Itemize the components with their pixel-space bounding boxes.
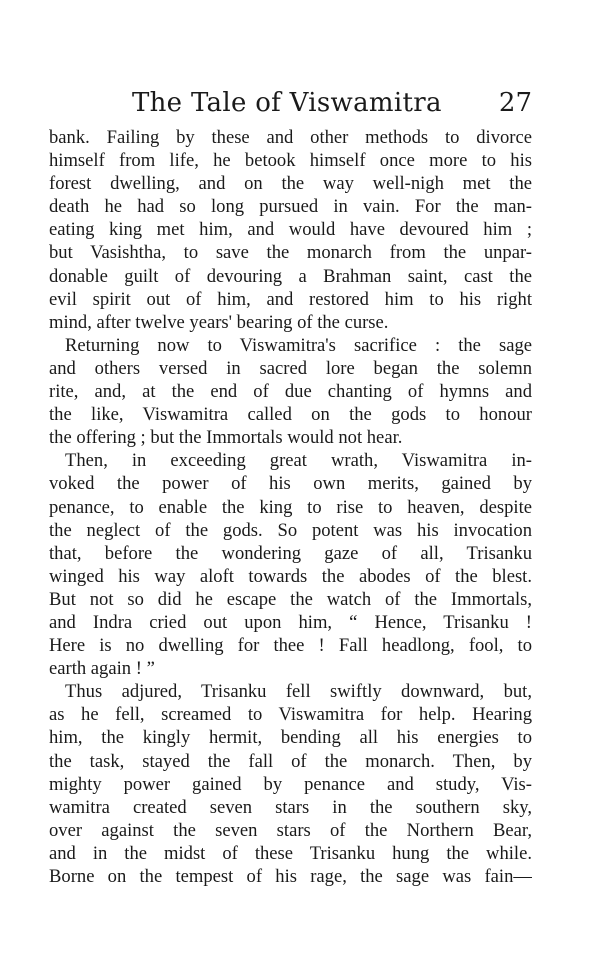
text-line: evil spirit out of him, and restored him to his right	[49, 288, 532, 310]
text-line: bank. Failing by these and other methods to divorce	[49, 127, 532, 148]
text-line: wamitra created seven stars in the southern sky,	[49, 796, 532, 818]
text-line: him, the kingly hermit, bending all his energies to	[49, 727, 532, 749]
text-line: the task, stayed the fall of the monarch. Then, by	[49, 750, 532, 772]
text-line: Returning now to Viswamitra's sacrifice : the sage	[65, 334, 532, 356]
text-line: Here is no dwelling for thee ! Fall headlong, fool, to	[49, 635, 532, 657]
text-line: donable guilt of devouring a Brahman saint, cast the	[49, 265, 532, 287]
text-line: but Vasishtha, to save the monarch from the unpar-	[49, 242, 532, 264]
text-line: death he had so long pursued in vain. For the man-	[49, 196, 532, 218]
text-line: and in the midst of these Trisanku hung the while.	[49, 842, 532, 864]
text-line: over against the seven stars of the Northern Bear,	[49, 819, 532, 841]
text-line: mighty power gained by penance and study, Vis-	[49, 773, 532, 795]
text-line: himself from life, he betook himself once more to his	[49, 150, 532, 172]
text-line: and Indra cried out upon him, “ Hence, Trisanku !	[49, 611, 532, 633]
text-line: the offering ; but the Immortals would not hear.	[49, 427, 403, 449]
text-line: and others versed in sacred lore began the solemn	[49, 357, 532, 379]
body-text	[49, 126, 532, 888]
running-title: The Tale of Viswamitra	[132, 88, 442, 118]
text-line: Thus adjured, Trisanku fell swiftly downward, but,	[65, 681, 532, 703]
text-line: Borne on the tempest of his rage, the sage was fain—	[49, 866, 532, 887]
text-line: But not so did he escape the watch of the Immortals,	[49, 588, 532, 610]
book-page	[49, 88, 532, 888]
text-line: Then, in exceeding great wrath, Viswamitra in-	[65, 450, 532, 472]
text-line: penance, to enable the king to rise to heaven, despite	[49, 496, 532, 518]
running-header	[49, 88, 532, 126]
text-line: as he fell, screamed to Viswamitra for help. Hearing	[49, 704, 532, 726]
text-line: the like, Viswamitra called on the gods to honour	[49, 404, 532, 426]
text-line: rite, and, at the end of due chanting of hymns and	[49, 381, 532, 403]
text-line: eating king met him, and would have devoured him ;	[49, 219, 532, 241]
text-line: the neglect of the gods. So potent was his invocation	[49, 519, 532, 541]
text-line: voked the power of his own merits, gained by	[49, 473, 532, 495]
text-line: earth again ! ”	[49, 658, 155, 680]
text-line: forest dwelling, and on the way well-nigh met the	[49, 173, 532, 195]
text-line: that, before the wondering gaze of all, Trisanku	[49, 542, 532, 564]
page-number: 27	[498, 88, 532, 118]
text-line: winged his way aloft towards the abodes of the blest.	[49, 565, 532, 587]
text-line: mind, after twelve years' bearing of the curse.	[49, 311, 389, 333]
